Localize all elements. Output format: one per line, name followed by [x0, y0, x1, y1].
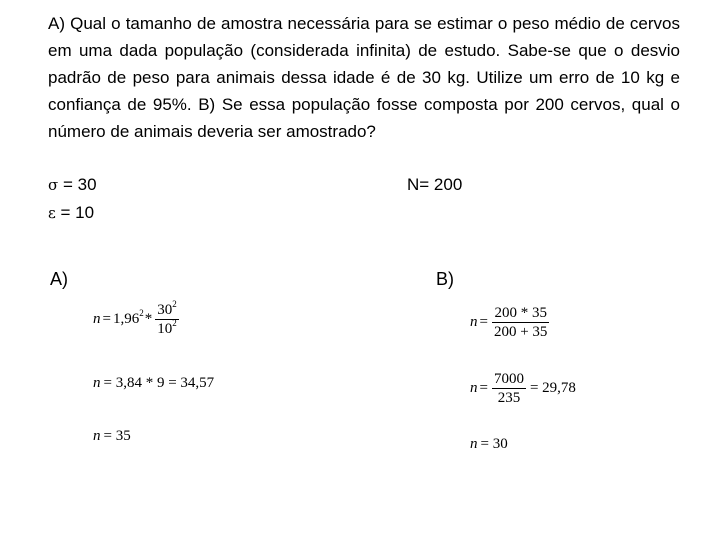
sigma-line — [48, 171, 97, 199]
variable-n: n — [470, 436, 478, 452]
givens-left — [48, 171, 97, 227]
part-a-step-1 — [93, 299, 181, 337]
part-b-step-3 — [470, 436, 508, 453]
equals-sign: = — [479, 380, 488, 396]
result-fraction — [492, 371, 526, 406]
epsilon-value: = 10 — [55, 203, 95, 222]
variable-n: n — [470, 380, 478, 396]
equals-sign: = — [479, 314, 488, 330]
part-a-step-2 — [93, 375, 214, 392]
step-expression: = 3,84 * 9 = 34,57 — [103, 375, 215, 391]
sigma-symbol: σ — [48, 176, 59, 194]
z-coefficient: 1,96$^2$ — [112, 308, 144, 327]
fraction-numerator: 200 * 35 — [494, 305, 547, 321]
variance-fraction — [155, 299, 179, 337]
fraction-denominator: $10^2$ — [157, 318, 177, 337]
fraction-denominator: 235 — [497, 390, 521, 406]
epsilon-symbol: ε — [48, 204, 56, 222]
variable-n: n — [93, 311, 101, 327]
variable-n: n — [470, 314, 478, 330]
multiply-sign: * — [144, 311, 153, 327]
part-b-label: B) — [436, 269, 454, 289]
fraction-denominator: 200 + 35 — [493, 324, 548, 340]
step-result: = 29,78 — [529, 380, 576, 396]
variable-n: n — [93, 428, 101, 444]
sigma-value: = 30 — [58, 175, 97, 194]
part-a-label: A) — [50, 269, 68, 289]
step-expression: = 30 — [480, 436, 508, 452]
part-b-step-1 — [470, 305, 551, 340]
finite-correction-fraction — [492, 305, 549, 340]
step-expression: = 35 — [103, 428, 131, 444]
fraction-numerator: $30^2$ — [157, 299, 177, 318]
variable-n: n — [93, 375, 101, 391]
fraction-numerator: 7000 — [493, 371, 524, 387]
part-a-step-3 — [93, 428, 131, 445]
population-given: N= 200 — [407, 175, 463, 194]
epsilon-line — [48, 199, 97, 227]
problem-statement: A) Qual o tamanho de amostra necessária para se estimar o peso médio de cervos em uma dada população (considerada infinita) de estudo. Sabe-se que o desvio padrão de peso para animais dessa idade é de 30 kg. Utilize um erro de 10 kg e confiança de 95%. B) Se essa população fosse composta por 200 cervos, qual o número de animais deveria ser amostrado? — [48, 14, 680, 141]
equals-sign: = — [102, 311, 111, 327]
part-b-step-2 — [470, 371, 576, 406]
